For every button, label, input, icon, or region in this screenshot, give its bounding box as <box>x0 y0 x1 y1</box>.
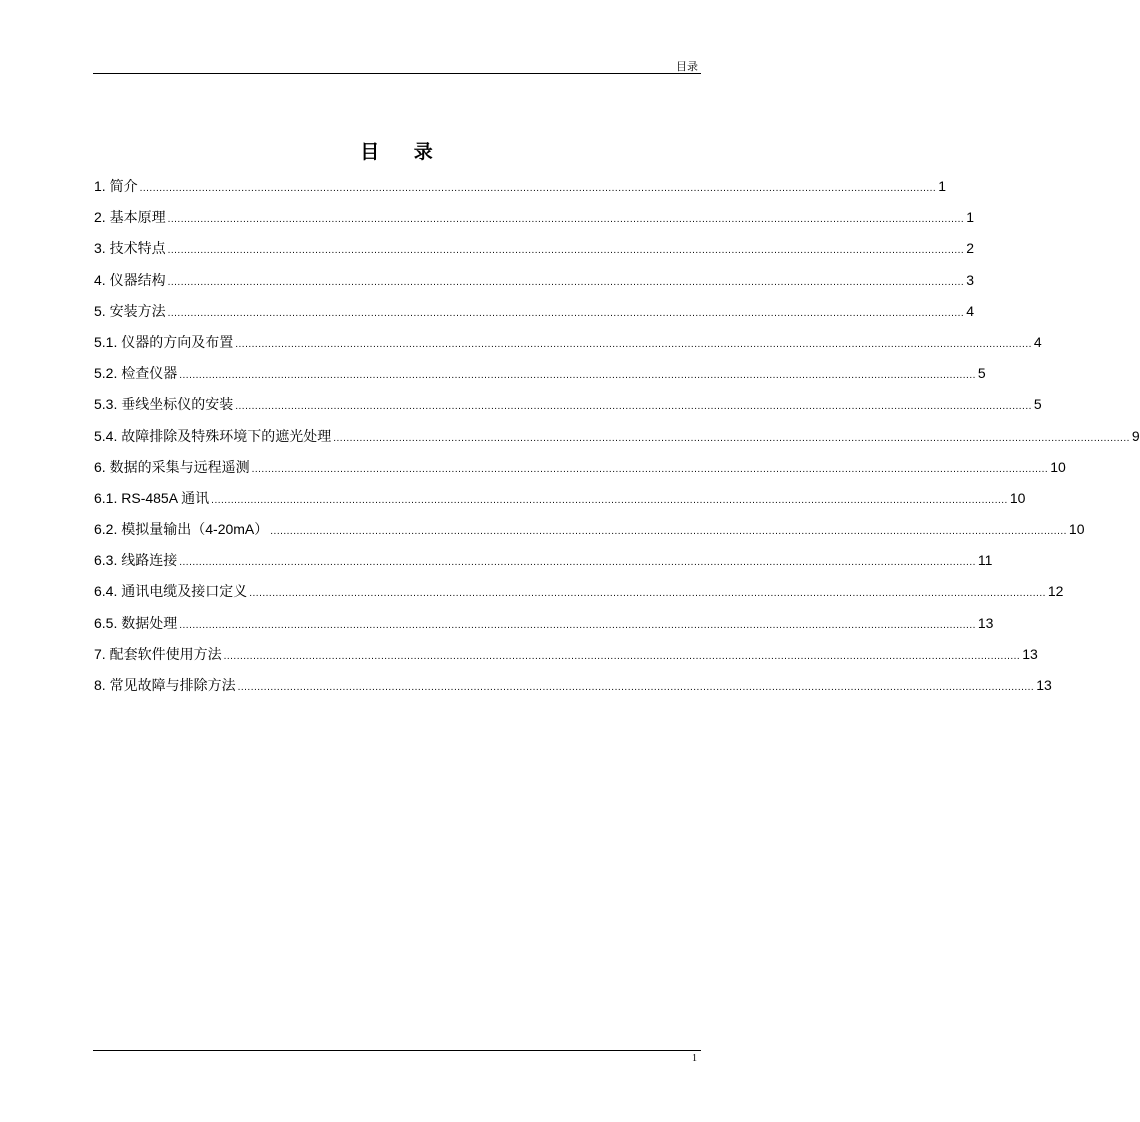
toc-entry-label: 3. 技术特点 <box>94 240 166 257</box>
toc-entry-5-installation[interactable] <box>94 300 975 331</box>
toc-entry-page: 11 <box>977 552 993 569</box>
toc-title: 目 录 <box>360 141 447 163</box>
toc-dot-leader: ................................................................................................................................................................................................................................................... <box>223 650 1021 662</box>
toc-entry-label: 5.3. 垂线坐标仪的安装 <box>94 396 234 413</box>
toc-entry-page: 3 <box>966 271 975 288</box>
toc-entry-6-2-analog-output[interactable] <box>94 518 1085 549</box>
toc-entry-label: 4. 仪器结构 <box>94 271 166 288</box>
toc-entry-label: 7. 配套软件使用方法 <box>94 645 222 662</box>
header-rule <box>93 73 701 74</box>
page-number: 1 <box>692 1053 697 1064</box>
toc-entry-page: 1 <box>938 178 947 194</box>
toc-dot-leader: ................................................................................................................................................................................................................................................... <box>167 214 965 226</box>
toc-dot-leader: ................................................................................................................................................................................................................................................... <box>333 432 1130 444</box>
toc-dot-leader: ................................................................................................................................................................................................................................................... <box>235 338 1032 350</box>
toc-dot-leader: ................................................................................................................................................................................................................................................... <box>179 557 976 569</box>
toc-entry-3-features[interactable] <box>94 237 975 268</box>
toc-dot-leader: ................................................................................................................................................................................................................................................... <box>235 401 1032 413</box>
toc-entry-6-4-cable-interface[interactable] <box>94 580 1064 611</box>
toc-entry-label: 5.4. 故障排除及特殊环境下的遮光处理 <box>94 427 332 444</box>
toc-entry-page: 2 <box>966 240 975 257</box>
toc-entry-8-faults[interactable] <box>94 674 1052 705</box>
toc-entry-label: 5.2. 检查仪器 <box>94 365 178 382</box>
toc-entry-page: 10 <box>1068 521 1085 538</box>
toc-entry-page: 10 <box>1050 458 1066 475</box>
toc-entry-label: 6.2. 模拟量输出（4-20mA） <box>94 521 269 538</box>
toc-dot-leader: ................................................................................................................................................................................................................................................... <box>167 276 965 288</box>
toc-entry-page: 4 <box>966 302 975 319</box>
toc-dot-leader: ................................................................................................................................................................................................................................................... <box>249 588 1046 600</box>
toc-entry-label: 5. 安装方法 <box>94 302 166 319</box>
toc-entry-label: 6.3. 线路连接 <box>94 552 178 569</box>
toc-entry-label: 6.4. 通讯电缆及接口定义 <box>94 583 248 600</box>
toc-entry-6-1-rs485[interactable] <box>94 487 1026 518</box>
toc-entry-label: 1. 简介 <box>94 178 138 194</box>
toc-entry-page: 4 <box>1033 333 1042 350</box>
running-header: 目录 <box>676 60 698 73</box>
toc-entry-page: 1 <box>966 209 975 226</box>
toc-entry-label: 6.1. RS-485A 通讯 <box>94 489 210 506</box>
toc-entry-6-3-wiring[interactable] <box>94 549 993 580</box>
toc-entry-2-principle[interactable] <box>94 206 975 237</box>
toc-entry-page: 9 <box>1131 427 1140 444</box>
toc-entry-7-software[interactable] <box>94 643 1038 674</box>
toc-entry-page: 5 <box>977 365 986 382</box>
toc-entry-label: 6.5. 数据处理 <box>94 614 178 631</box>
toc-list <box>94 175 1140 705</box>
toc-dot-leader: ................................................................................................................................................................................................................................................... <box>270 526 1067 538</box>
toc-entry-page: 13 <box>1022 645 1038 662</box>
toc-dot-leader: ................................................................................................................................................................................................................................................... <box>139 183 937 194</box>
toc-entry-label: 8. 常见故障与排除方法 <box>94 677 236 693</box>
toc-entry-5-4-troubleshooting[interactable] <box>94 425 1140 456</box>
toc-entry-page: 10 <box>1009 489 1026 506</box>
toc-entry-page: 13 <box>977 614 994 631</box>
toc-entry-label: 2. 基本原理 <box>94 209 166 226</box>
toc-entry-4-structure[interactable] <box>94 269 975 300</box>
toc-dot-leader: ................................................................................................................................................................................................................................................... <box>179 619 976 631</box>
footer-rule <box>93 1050 701 1051</box>
toc-dot-leader: ................................................................................................................................................................................................................................................... <box>211 494 1008 506</box>
toc-entry-5-2-inspection[interactable] <box>94 362 986 393</box>
toc-entry-page: 12 <box>1047 583 1064 600</box>
toc-dot-leader: ................................................................................................................................................................................................................................................... <box>179 370 976 382</box>
toc-dot-leader: ................................................................................................................................................................................................................................................... <box>237 682 1035 693</box>
toc-entry-6-data-acquisition[interactable] <box>94 456 1066 487</box>
toc-entry-1-intro[interactable] <box>94 175 947 206</box>
toc-entry-5-1-orientation[interactable] <box>94 331 1042 362</box>
toc-entry-page: 13 <box>1036 677 1052 693</box>
toc-dot-leader: ................................................................................................................................................................................................................................................... <box>251 463 1049 475</box>
toc-dot-leader: ................................................................................................................................................................................................................................................... <box>167 245 965 257</box>
toc-entry-label: 5.1. 仪器的方向及布置 <box>94 333 234 350</box>
toc-entry-6-5-data-processing[interactable] <box>94 612 994 643</box>
toc-dot-leader: ................................................................................................................................................................................................................................................... <box>167 307 965 319</box>
toc-entry-5-3-mounting[interactable] <box>94 393 1042 424</box>
toc-entry-page: 5 <box>1033 396 1042 413</box>
toc-entry-label: 6. 数据的采集与远程遥测 <box>94 458 250 475</box>
